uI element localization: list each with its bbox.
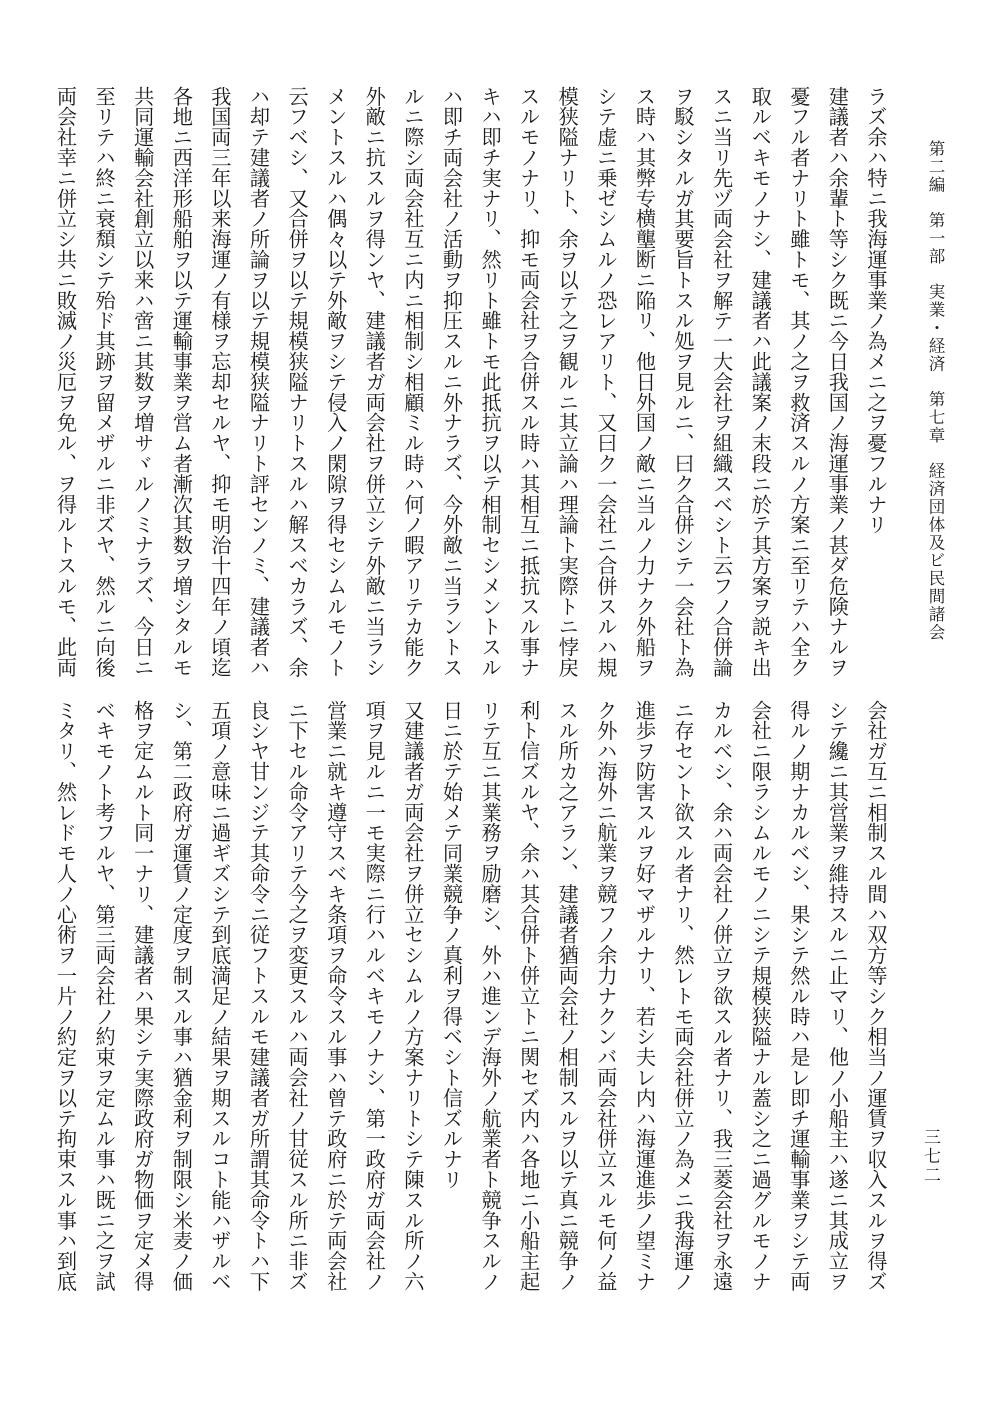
text-line: キハ即チ実ナリ、然リト雖トモ此抵抗ヲ以テ相制セシメントスル (478, 86, 503, 678)
text-line: 得ルノ期ナカルベシ、果シテ然ル時ハ是レ即チ運輸事業ヲシテ両 (786, 700, 811, 1292)
text-line: 両会社幸ニ併立シ共ニ敗滅ノ災厄ヲ免ル、ヲ得ルトスルモ、此両 (53, 86, 78, 678)
text-line: メントスルハ偶々以テ外敵ヲシテ侵入ノ閑隙ヲ得セシムルモノト (323, 86, 348, 678)
text-line: ハ却テ建議者ノ所論ヲ以テ規模狭隘ナリト評センノミ、建議者ハ (246, 86, 271, 678)
lower-text-block (53, 700, 895, 1292)
page-number: 三七二 (920, 1128, 940, 1185)
text-line: ク外ハ海外ニ航業ヲ競フノ余力ナクンバ両会社併立スルモ何ノ益 (593, 700, 618, 1292)
text-line: ス時ハ其弊专横壟断ニ陥リ、他日外国ノ敵ニ当ルノ力ナク外船ヲ (632, 86, 657, 678)
text-line: 会社ニ限ラシムルモノニシテ規模狭隘ナル蓋シ之ニ過グルモノナ (748, 700, 773, 1292)
text-line: 項ヲ見ルニ一モ実際ニ行ハルベキモノナシ、第一政府ガ両会社ノ (362, 700, 387, 1292)
text-line: 共同運輸会社創立以来ハ啻ニ其数ヲ増サヾルノミナラズ、今日ニ (130, 86, 155, 678)
text-line: 我国両三年以来海運ノ有様ヲ忘却セルヤ、抑モ明治十四年ノ頃迄 (207, 86, 232, 678)
text-line: ヲ駁シタルガ其要旨トスル処ヲ見ルニ、曰ク合併シテ一会社ト為 (671, 86, 696, 678)
text-line: 格ヲ定ムルト同一ナリ、建議者ハ果シテ実際政府ガ物価ヲ定メ得 (130, 700, 155, 1292)
text-line: ミタリ、然レドモ人ノ心術ヲ一片ノ約定ヲ以テ拘束スル事ハ到底 (53, 700, 78, 1292)
text-line: 憂フル者ナリト雖トモ、其ノ之ヲ救済スルノ方案ニ至リテハ全ク (786, 86, 811, 678)
text-line: 日ニ於テ始メテ同業競争ノ真利ヲ得ベシト信ズルナリ (439, 700, 464, 1190)
text-line: 進歩ヲ防害スルヲ好マザルナリ、若シ夫レ内ハ海運進歩ノ望ミナ (632, 700, 657, 1292)
text-line: ニ下セル命令アリテ今之ヲ変更スルハ両会社ノ甘従スル所ニ非ズ (285, 700, 310, 1292)
text-line: シテ纔ニ其営業ヲ維持スルニ止マリ、他ノ小船主ハ遂ニ其成立ヲ (825, 700, 850, 1292)
text-line: リテ互ニ其業務ヲ励磨シ、外ハ進ンデ海外ノ航業者ト競争スルノ (478, 700, 503, 1292)
text-line: ラズ余ハ特ニ我海運事業ノ為メニ之ヲ憂フルナリ (864, 86, 888, 535)
text-line: 建議者ハ余輩ト等シク既ニ今日我国ノ海運事業ノ甚ダ危険ナルヲ (825, 86, 850, 678)
text-line: 五項ノ意味ニ過ギズシテ到底満足ノ結果ヲ期スルコト能ハザルベ (207, 700, 232, 1292)
text-line: 取ルベキモノナシ、建議者ハ此議案ノ末段ニ於テ其方案ヲ説キ出 (748, 86, 773, 678)
running-head: 第二編 第一部 実業・経済 第七章 経済団体及ビ民間諸会 (926, 140, 945, 642)
text-line: 外敵ニ抗スルヲ得ンヤ、建議者ガ両会社ヲ併立シテ外敵ニ当ラシ (362, 86, 387, 678)
text-line: シテ虚ニ乗ゼシムルノ恐レアリト、又曰ク一会社ニ合併スルハ規 (593, 86, 618, 678)
text-line: シ、第二政府ガ運賃ノ定度ヲ制スル事ハ猶金利ヲ制限シ米麦ノ価 (169, 700, 194, 1292)
text-line: 会社ガ互ニ相制スル間ハ双方等シク相当ノ運賃ヲ収入スルヲ得ズ (864, 700, 888, 1292)
text-line: 模狭隘ナリト、余ヲ以テ之ヲ観ルニ其立論ハ理論ト実際トニ悖戻 (555, 86, 580, 678)
text-line: 営業ニ就キ遵守スベキ条項ヲ命令スル事ハ曾テ政府ニ於テ両会社 (323, 700, 348, 1292)
text-line: 云フベシ、又合併ヲ以テ規模狭隘ナリトスルハ解スベカラズ、余 (285, 86, 310, 678)
text-line: ルニ際シ両会社互ニ内ニ相制シ相顧ミル時ハ何ノ暇アリテカ能ク (400, 86, 425, 678)
text-line: 良シヤ甘ンジテ其命令ニ従フトスルモ建議者ガ所謂其命令トハ下 (246, 700, 271, 1292)
text-line: ニ存セント欲スル者ナリ、然レトモ両会社併立ノ為メニ我海運ノ (671, 700, 696, 1292)
text-line: ベキモノト考フルヤ、第三両会社ノ約束ヲ定ムル事ハ既ニ之ヲ試 (92, 700, 117, 1292)
upper-text-block (53, 86, 895, 678)
text-line: 各地ニ西洋形船舶ヲ以テ運輸事業ヲ営ム者漸次其数ヲ増シタルモ (169, 86, 194, 678)
text-line: スルモノナリ、抑モ両会社ヲ合併スル時ハ其相互ニ抵抗スル事ナ (516, 86, 541, 678)
text-line: カルベシ、余ハ両会社ノ併立ヲ欲スル者ナリ、我三菱会社ヲ永遠 (709, 700, 734, 1292)
text-line: 利ト信ズルヤ、余ハ其合併ト併立トニ関セズ内ハ各地ニ小船主起 (516, 700, 541, 1292)
text-line: 至リテハ終ニ衰頽シテ殆ド其跡ヲ留メザルニ非ズヤ、然ルニ向後 (92, 86, 117, 678)
text-line: スニ当リ先ヅ両会社ヲ解テ一大会社ヲ組織スベシト云フノ合併論 (709, 86, 734, 678)
text-line: スル所カ之アラン、建議者猶両会社ノ相制スルヲ以テ真ニ競争ノ (555, 700, 580, 1292)
text-line: 又建議者ガ両会社ヲ併立セシムルノ方案ナリトシテ陳スル所ノ六 (400, 700, 425, 1292)
text-line: ハ即チ両会社ノ活動ヲ抑圧スルニ外ナラズ、今外敵ニ当ラントス (439, 86, 464, 678)
